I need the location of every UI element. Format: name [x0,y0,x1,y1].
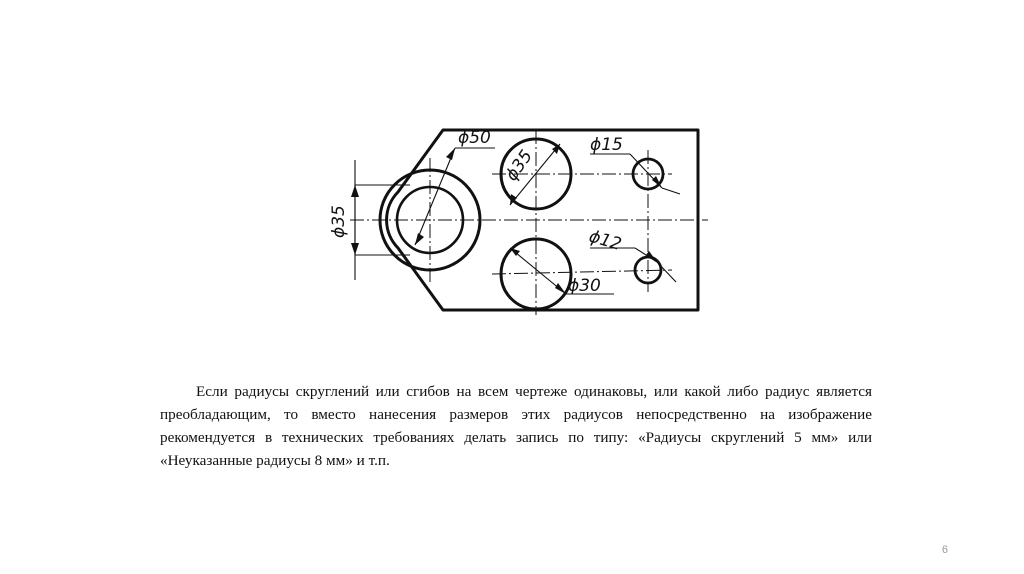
explanation-paragraph [160,380,872,472]
label-d30: ϕ30 [568,276,601,296]
label-d12: ϕ12 [586,226,624,255]
label-d35-top: ϕ35 [501,146,537,185]
label-d50: ϕ50 [458,128,491,148]
page-number: 6 [941,544,948,556]
label-d35-left: ϕ35 [329,205,349,238]
centerline-lower-row [492,270,672,274]
paragraph-text: Если радиусы скруглений или сгибов на всем чертеже одинаковы, или какой либо радиус является преобладающим, то вместо нанесения размеров этих радиусов непосредственно на изображение рекомендуется в технических требованиях делать запись по типу: «Радиусы скруглений 5 мм» или «Неуказанные радиусы 8 мм» и т.п. [160,383,872,469]
label-d15: ϕ15 [590,135,623,155]
technical-drawing [300,110,720,330]
